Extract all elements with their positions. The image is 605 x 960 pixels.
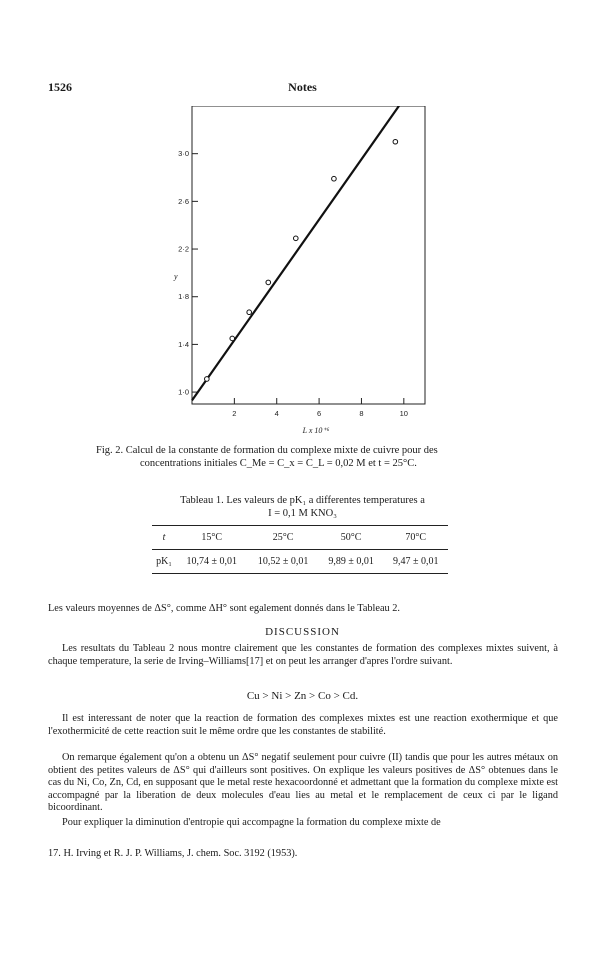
page-number: 1526 <box>48 80 72 94</box>
y-tick-label: 1·4 <box>178 339 189 349</box>
table-1-title-line-2: I = 0,1 M KNO₃ <box>268 508 337 519</box>
y-axis-label: y <box>174 272 178 281</box>
table-1 <box>152 525 448 574</box>
data-point <box>393 139 398 144</box>
x-tick-label: 2 <box>232 409 237 418</box>
data-point <box>247 310 252 315</box>
paragraph-1: Les valeurs moyennes de ΔS°, comme ΔH° sont egalement donnés dans le Tableau 2. <box>48 603 400 614</box>
data-point <box>205 377 210 382</box>
figure-caption <box>96 444 516 470</box>
paragraph-2: Les resultats du Tableau 2 nous montre clairement que les constantes de formation des complexes mixtes suivent, à chaque temperature, la serie de Irving–Williams[17] et on peut les arranger d'apres l'ordre suivant. <box>48 643 558 667</box>
x-tick-label: 6 <box>317 409 322 418</box>
table-cell: pK₁ <box>152 550 176 574</box>
paragraph-4: On remarque également qu'on a obtenu un ΔS° negatif seulement pour cuivre (II) tandis que pour les autres métaux on obtient des petites valeurs de ΔS° qui d'ailleurs sont positives. On explique les valeurs positives de ΔS° obtenues dans le cas du Ni, Co, Zn, Cd, en supposant que le metal reste hexacoordonné et admettant que la formation du complexe mixte est accompagné par la liberation de deux molecules d'eau lies au metal et le remplacement de ceux ci par le ligand bicoordinant. <box>48 752 558 814</box>
y-tick-label: 3·0 <box>178 149 189 159</box>
y-tick-label: 1·0 <box>178 387 189 397</box>
fit-line <box>192 106 412 400</box>
data-point <box>266 280 271 285</box>
footnote: 17. H. Irving et R. J. P. Williams, J. chem. Soc. 3192 (1953). <box>48 848 298 859</box>
figure-caption-line-2: concentrations initiales C_Me = C_x = C_L = 0,02 M et t = 25°C. <box>140 458 417 469</box>
running-title: Notes <box>288 80 317 94</box>
stability-series: Cu > Ni > Zn > Co > Cd. <box>246 690 359 702</box>
table-1-header-row <box>152 526 448 550</box>
table-cell: 9,47 ± 0,01 <box>383 550 448 574</box>
y-tick-label: 2·6 <box>178 196 189 206</box>
paragraph-3: Il est interessant de noter que la reaction de formation des complexes mixtes est une reaction exothermique et que l'exothermicité de cette reaction suit le même ordre que les constantes de stabilité. <box>48 713 558 737</box>
data-point <box>293 236 298 241</box>
table-1-data-row <box>152 550 448 574</box>
y-tick-label: 1·8 <box>178 292 189 302</box>
table-cell: 70°C <box>383 526 448 550</box>
table-cell: 10,74 ± 0,01 <box>176 550 247 574</box>
table-cell: 25°C <box>247 526 318 550</box>
plot-frame <box>192 106 425 404</box>
x-tick-label: 8 <box>359 409 364 418</box>
x-tick-label: 10 <box>399 409 408 418</box>
table-1-title-line-1: Tableau 1. Les valeurs de pK₁ a differentes temperatures a <box>180 495 425 506</box>
x-tick-label: 4 <box>274 409 279 418</box>
table-1-title <box>150 494 455 520</box>
figure-caption-line-1: Fig. 2. Calcul de la constante de formation du complexe mixte de cuivre pour des <box>96 445 438 456</box>
y-tick-label: 2·2 <box>178 244 189 254</box>
x-axis-label: L x 10⁺⁶ <box>302 426 330 435</box>
figure-2-chart <box>150 106 460 441</box>
table-cell: t <box>152 526 176 550</box>
table-cell: 9,89 ± 0,01 <box>319 550 384 574</box>
table-cell: 15°C <box>176 526 247 550</box>
section-heading: DISCUSSION <box>265 626 340 638</box>
data-point <box>230 336 235 341</box>
data-point <box>332 176 337 181</box>
paragraph-5: Pour expliquer la diminution d'entropie qui accompagne la formation du complexe mixte de <box>62 817 441 828</box>
table-cell: 10,52 ± 0,01 <box>247 550 318 574</box>
table-cell: 50°C <box>319 526 384 550</box>
